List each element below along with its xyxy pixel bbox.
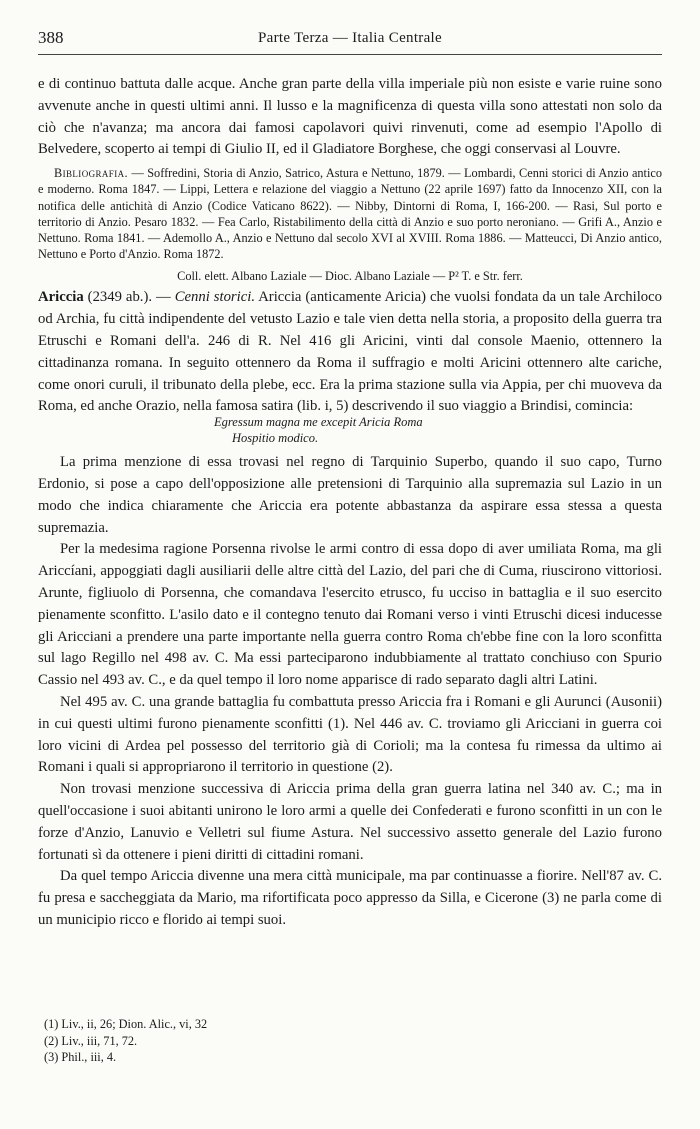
- entry-text: Ariccia (anticamente Aricia) che vuolsi fondata da un tale Archiloco od Archia, fu città indipendente del vetusto Lazio e tale vien detta nella storia, a proposito della guerra tra Etruschi e Romani dell'a. 246 di R. Nel 416 gli Aricini, vinti dal console Maenio, ottennero la cittadinanza romana. In seguito ottennero da Roma il suffragio e molti Aricini ottennero alte cariche, come onori curuli, il tribunato della plebe, ecc. Era la prima stazione sulla via Appia, per chi muoveva da Roma, ed anche Orazio, nella famosa satira (lib. i, 5) descrivendo il suo viaggio a Brindisi, comincia:: [38, 289, 662, 415]
- paragraph-4: Non trovasi menzione successiva di Ariccia prima della gran guerra latina nel 340 av. C.; ma in quell'occasione i suoi abitanti unirono le loro armi a quelle dei Confederati e furono sconfitti in un con le forze d'Anzio, Lanuvio e Velletri sul fiume Astura. Nel successivo assetto generale del Lazio furono fortunati sì da ottenere i pieni diritti di cittadini romani.: [38, 781, 662, 863]
- bibliography-label: Bibliografia.: [54, 166, 128, 181]
- footnote-3: (3) Phil., iii, 4.: [44, 1050, 117, 1064]
- collegio-line: Coll. elett. Albano Laziale — Dioc. Albano Laziale — P² T. e Str. ferr.: [177, 269, 523, 284]
- horace-quote: [214, 414, 662, 446]
- entry-title: Ariccia: [38, 289, 84, 306]
- page-body: [38, 74, 662, 932]
- paragraph-2: Per la medesima ragione Porsenna rivolse le armi contro di essa dopo di aver umiliata Roma, ma gli Ariccíani, appoggiati dagli ausiliarii delle altre città del Lazio, del pari che di Cuma, riuscirono vittoriosi. Arunte, figliuolo di Porsenna, che comandava l'esercito etrusco, fu ucciso in battaglia e il suo esercito pienamente sconfitto. L'asilo dato e il contegno tenuto dai Romani verso i vinti Etruschi dicesi inducesse gli Aricciani a prendere una parte importante nella guerra contro Roma ch'ebbe fine con la loro sconfitta sul lago Regillo nel 498 av. C. Ma essi parteciparono indubbiamente al trattato conchiuso con Spurio Cassio nel 493 av. C., e da quel tempo il loro nome apparisce di rado separato dagli altri Latini.: [38, 541, 662, 689]
- page-header: [38, 26, 662, 55]
- entry-population: (2349 ab.).: [87, 289, 153, 306]
- entry-first-paragraph: Ariccia (2349 ab.). — Cenni storici. Ariccia (anticamente Aricia) che vuolsi fondata da un tale Archiloco od Archia, fu città indipendente del vetusto Lazio e tale vien detta nella storia, a proposito della guerra tra Etruschi e Romani dell'a. 246 di R. Nel 416 gli Aricini, vinti dal console Maenio, ottennero la cittadinanza romana. In seguito ottennero da Roma il suffragio e molti Aricini ottennero alte cariche, come onori curuli, il tribunato della plebe, ecc. Era la prima stazione sulla via Appia, per chi muoveva da Roma, ed anche Orazio, nella famosa satira (lib. i, 5) descrivendo il suo viaggio a Brindisi, comincia:: [38, 289, 662, 415]
- page-number: 388: [38, 28, 64, 47]
- intro-paragraph: e di continuo battuta dalle acque. Anche gran parte della villa imperiale più non esiste e varie ruine sono avvenute anche in questi ultimi anni. Il lusso e la magnificenza di questa villa sono attestati non solo da ciò che n'avanza; ma ancora dai famosi capolavori quivi rinvenuti, come ad esempio l'Apollo di Belvedere, scoperto ai tempi di Giulio II, ed il Gladiatore Borghese, che oggi conservasi al Louvre.: [38, 76, 662, 158]
- paragraph-3: Nel 495 av. C. una grande battaglia fu combattuta presso Ariccia fra i Romani e gli Aurunci (Ausonii) in cui questi ultimi furono pienamente sconfitti (1). Nel 446 av. C. troviamo gli Aricciani in guerra coi loro vicini di Ardea pel possesso del territorio già di Corioli; ma la contesa fu rimessa da ultimo ai Romani i quali si appropriarono il territorio in questione (2).: [38, 693, 662, 776]
- bibliography-text: — Soffredini, Storia di Anzio, Satrico, Astura e Nettuno, 1879. — Lombardi, Cenni storici di Anzio antico e moderno. Roma 1847. — Lippi, Lettera e relazione del viaggio a Nettuno (22 aprile 1697) fatto da Innocenzo XII, con la notifica delle antichità di Anzio (Codice Vaticano 8622). — Nibby, Dintorni di Roma, I, 166-200. — Rasi, Sul porto e territorio di Anzio. Pesaro 1832. — Fea Carlo, Ristabilimento della città di Anzio e suo porto neroniano. — Grifi A., Anzio e Nettuno. Roma 1841. — Ademollo A., Anzio e Nettuno dal secolo XVI al XVIII. Roma 1886. — Matteucci, Di Anzio antico, Nettuno e Porto d'Anzio. Roma 1872.: [38, 166, 662, 262]
- section-heading: Cenni storici.: [174, 289, 256, 306]
- quote-line-2: Hospitio modico.: [232, 431, 319, 446]
- running-title: Parte Terza — Italia Centrale: [258, 30, 442, 46]
- quote-line-1: Egressum magna me excepit Aricia Roma: [214, 415, 423, 430]
- bibliography: [38, 165, 662, 262]
- footnote-2: (2) Liv., iii, 71, 72.: [44, 1033, 138, 1048]
- paragraph-1: La prima menzione di essa trovasi nel regno di Tarquinio Superbo, quando il suo capo, Turno Erdonio, si pose a capo dell'opposizione alle pretensioni di Tarquinio alla supremazia sul Lazio in un modo che indica chiaramente che Ariccia era potente abbastanza da aspirare essa stessa a questa supremazia.: [38, 454, 662, 536]
- footnotes: [38, 1016, 207, 1066]
- footnote-1: (1) Liv., ii, 26; Dion. Alic., vi, 32: [44, 1017, 208, 1031]
- paragraph-5: Da quel tempo Ariccia divenne una mera città municipale, ma par continuasse a fiorire. Nell'87 av. C. fu presa e saccheggiata da Mario, ma rifortificata poco appresso da Silla, e Cicerone (3) ne parla come di un municipio ricco e florido ai tempi suoi.: [38, 868, 662, 928]
